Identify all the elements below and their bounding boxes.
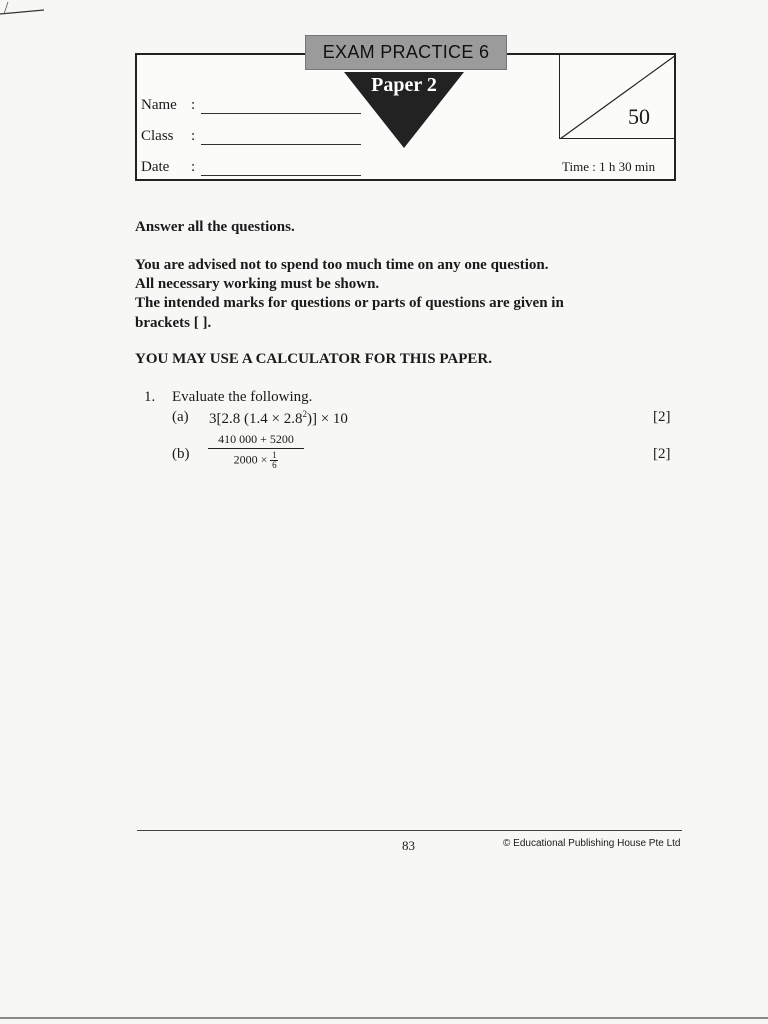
- part-b-numerator: 410 000 + 5200: [218, 432, 294, 446]
- part-b-fraction: [206, 432, 306, 470]
- part-b-denominator: [206, 449, 306, 470]
- copyright-notice: © Educational Publishing House Pte Ltd: [503, 838, 681, 849]
- exam-title: EXAM PRACTICE 6: [305, 35, 507, 70]
- part-a-label: (a): [172, 409, 189, 425]
- page-bottom-edge: [0, 1017, 768, 1019]
- part-a-exponent: 2: [302, 409, 307, 419]
- question-prompt: Evaluate the following.: [172, 389, 313, 405]
- date-label: Date: [141, 159, 170, 175]
- instruction-answer-all: Answer all the questions.: [135, 219, 295, 235]
- part-a-expr-before: 3[2.8 (1.4 × 2.8: [209, 411, 303, 427]
- instruction-brackets: brackets [ ].: [135, 315, 212, 331]
- one-sixth-num: 1: [272, 450, 277, 460]
- part-b-denominator-text: 2000 ×: [233, 452, 268, 467]
- page-number: 83: [402, 838, 415, 853]
- name-line[interactable]: [201, 101, 361, 114]
- total-marks: 50: [628, 104, 650, 129]
- part-a-expression: [209, 409, 348, 428]
- part-a-expr-after: )] × 10: [306, 411, 348, 427]
- calculator-notice: YOU MAY USE A CALCULATOR FOR THIS PAPER.: [135, 351, 492, 367]
- class-colon: :: [191, 128, 196, 144]
- paper-label: Paper 2: [371, 74, 437, 96]
- part-b-marks: [2]: [653, 446, 671, 462]
- part-a-marks: [2]: [653, 409, 671, 425]
- part-b-label: (b): [172, 446, 190, 462]
- class-line[interactable]: [201, 132, 361, 145]
- name-field: [141, 97, 361, 114]
- question-number: 1.: [144, 389, 156, 405]
- instruction-time-advice: You are advised not to spend too much time on any one question.: [135, 257, 549, 273]
- score-diagonal: [560, 55, 676, 139]
- footer-rule: [137, 830, 682, 831]
- date-colon: :: [191, 159, 196, 175]
- instruction-marks: The intended marks for questions or parts of questions are given in: [135, 295, 564, 311]
- instruction-working: All necessary working must be shown.: [135, 276, 380, 292]
- scan-mark: [0, 0, 50, 30]
- name-colon: :: [191, 97, 196, 113]
- score-box: [559, 55, 675, 139]
- time-allowed: Time : 1 h 30 min: [562, 159, 656, 174]
- one-sixth-den: 6: [272, 460, 277, 470]
- class-label: Class: [141, 128, 174, 144]
- one-sixth: [270, 451, 278, 470]
- class-field: [141, 128, 361, 145]
- name-label: Name: [141, 97, 177, 113]
- date-field: [141, 159, 361, 176]
- date-line[interactable]: [201, 163, 361, 176]
